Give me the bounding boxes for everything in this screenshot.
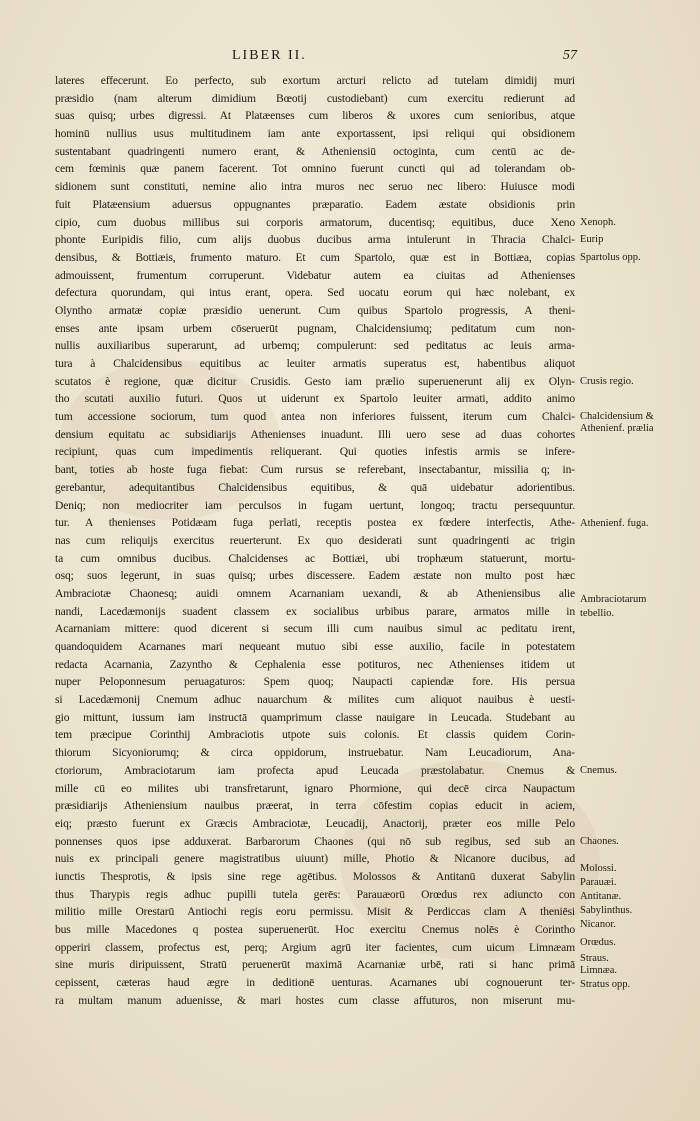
text-line: bant, toties ab hoste fuga fiebat: Cum rursus se referebant, insectabantur, missilia q; in- xyxy=(55,463,575,477)
text-line: osq; suos legerunt, in suas quisq; urbes discessere. Eadem æstate non multo post hæc xyxy=(55,569,575,583)
margin-note: Cnemus. xyxy=(580,765,618,777)
margin-note: Crusis regio. xyxy=(580,375,634,387)
text-line: nuis ex principali genere magistratibus uiuunt) mille, Photio & Nicanore ducibus, ad xyxy=(55,852,575,866)
text-line: gerebantur, adequitantibus Chalcidensibus equitibus, & quā uidebatur adorientibus. xyxy=(55,480,575,494)
text-line: densibus, & Bottiæis, frumento maturo. Et cum Spartolo, quæ est in Bottiæa, copias xyxy=(55,250,575,264)
text-line: ta cum omnibus ducibus. Chalcidenses ac Bottiæi, ubi trophæum statuerunt, mortu- xyxy=(55,551,575,565)
margin-note: Eurip xyxy=(580,234,604,246)
margin-note: Molossi. xyxy=(580,862,617,874)
margin-note: Antitanæ. xyxy=(580,890,622,902)
text-line: si Lacedæmonij Cnemum adhuc nauarchum & milites cum aliquot nauibus è uesti- xyxy=(55,693,575,707)
text-line: recipiunt, quas cum impedimentis reliquerant. Qui quoties infestis armis se infere- xyxy=(55,445,575,459)
text-line: militio mille Orestarū Antiochi regis eoru permissu. Misit & Perdiccas clam A theniēsi xyxy=(55,905,575,919)
text-line: hominū nullius usus multitudinem iam ante exportassent, ipsi reliqui qui obsidionem xyxy=(55,127,575,141)
text-line: Olyntho armatæ copiæ præsidio uenerunt. Cum quibus Spartolo progressis, A theni- xyxy=(55,303,575,317)
text-line: tho scutati auxilio futuri. Quos ut uiderunt ex Spartolo leuiter armati, addito animo xyxy=(55,392,575,406)
text-line: tem præcipue Corinthij Ambraciotis utpote suis colonis. Et classis quidem Corin- xyxy=(55,728,575,742)
text-line: iunctis Thesprotis, & ipsis sine rege agētibus. Molossos & Antitanū duxerat Sabylin xyxy=(55,869,575,883)
text-line: Ambraciotæ Chaonesq; auidi omnem Acarnaniam uexandi, & ab Atheniensibus alie xyxy=(55,586,575,600)
margin-note: Ambraciotarum xyxy=(580,593,647,605)
text-line: cipio, cum duobus millibus sui corporis armatorum, ducentisq; equitibus, duce Xeno xyxy=(55,215,575,229)
text-line: tura à Chalcidensibus equitibus ac leuiter armatis superatus est, habentibus aliquot xyxy=(55,357,575,370)
text-line: Acarnaniam mittere: quod dicerent si secum illi cum nauibus simul ac peditatu irent, xyxy=(55,622,575,636)
text-line: præsidio (nam alterum dimidium Bœotij custodiebant) cum exercitu redierunt ad xyxy=(55,91,575,105)
text-line: ponnenses quos ipse adduxerat. Barbarorum Chaones (qui nō sub regibus, sed sub an xyxy=(55,834,575,848)
margin-note: Athenienf. fuga. xyxy=(580,517,649,529)
margin-note: Limnæa. xyxy=(580,965,618,977)
margin-note: Sabylinthus. xyxy=(580,905,633,917)
text-line: thiorum Sicyoniorumq; & circa oppidorum, instruebatur. Nam Leucadiorum, Ana- xyxy=(55,746,575,760)
margin-note: Nicanor. xyxy=(580,919,616,931)
text-line: eiq; præsto fuerunt ex Græcis Ambraciotæ, Leucadij, Anactorij, præter eos mille Pelo xyxy=(55,816,575,830)
margin-note: Chaones. xyxy=(580,836,619,848)
text-line: phonte Euripidis filio, cum alijs duobus ducibus arma intulerunt in Thracia Chalci- xyxy=(55,233,575,247)
text-line: lateres effecerunt. Eo perfecto, sub exortum arcturi relicto ad tutelam dimidij muri xyxy=(55,74,575,87)
margin-note: Xenoph. xyxy=(580,216,616,228)
text-line: scutatos è regione, quæ dicitur Crusidis. Gesto iam prælio superuenerunt alij ex Olyn- xyxy=(55,374,575,388)
text-line: suas quisq; urbes digressi. At Platæenses cum liberos & uxores cum senioribus, atque xyxy=(55,109,575,123)
text-line: quandoquidem Acarnanes mari nequeant mutuo sibi esse auxilio, facile in potestatem xyxy=(55,640,575,653)
text-line: opperiri classem, profectus est, perq; Argium agrū iter facientes, cum uicum Limnæam xyxy=(55,940,575,954)
text-line: sine muris diripuissent, Stratū peruenerūt maximā Acarnaniæ urbē, rati si hanc primā xyxy=(55,958,575,972)
text-line: nas cum reliquijs exercitus reuerterunt. Ex quo desiderati sunt quadringenti ac trigin xyxy=(55,533,575,547)
margin-note: Orœdus. xyxy=(580,936,616,948)
text-line: thus Tharypis regis adhuc pupilli tutela gerēs: Parauæorū Orœdus rex adiuncto con xyxy=(55,887,575,901)
text-line: nullis auxiliaribus superarunt, ad urbemq; compulerunt: sed peditatus ac leuis arma- xyxy=(55,339,575,353)
text-line: nandi, Lacedæmonijs suadent classem ex socialibus urbibus parare, armatos mille in xyxy=(55,604,575,618)
text-line: præsidiarijs Atheniensium nauibus præerat, in terra cōfestim copias educit in aciem, xyxy=(55,799,575,813)
text-line: Deniq; non mediocriter iam perculsos in fugam uertunt, longoq; tractu persequuntur. xyxy=(55,498,575,512)
margin-note: tebellio. xyxy=(580,607,615,619)
text-line: cem fœminis quæ panem facerent. Tot omnino fuerunt cuncti qui ad tolerandam ob- xyxy=(55,162,575,176)
text-line: densium equitatu ac subsidiarijs Athenienses inuadunt. Illi uero sese ad duas cohortes xyxy=(55,427,575,441)
text-line: fuit Platæensium aduersus oppugnantes præparatio. Eadem æstate obsidionis prin xyxy=(55,197,575,211)
text-line: gio mittunt, iussum iam instructā quamprimum classe nauigare in Leucada. Studebant au xyxy=(55,710,575,724)
margin-note: Straus. xyxy=(580,952,609,964)
text-line: defectura quorundam, qui intus erant, opera. Sed uocatu eorum qui hæc nolebant, ex xyxy=(55,286,575,300)
margin-note: Chalcidensium & xyxy=(580,411,654,423)
text-line: redacta Acarnania, Zazyntho & Cephalenia esse potituros, nec Athenienses itidem ut xyxy=(55,657,575,671)
text-line: tum accessione sociorum, tum quod antea non inferiores fuissent, iterum cum Chalci- xyxy=(55,410,575,424)
text-line: enses ante ipsam urbem cōseruerūt pugnam, Chalcidensiumq; peditatum cum non- xyxy=(55,321,575,335)
text-line: sustentabant quadringenti numero erant, & Atheniensiū octoginta, cum centū ac de- xyxy=(55,144,575,158)
text-line: cepissent, cæteras haud ægre in deditionē uenturas. Acarnanes ubi cognouerunt ter- xyxy=(55,976,575,990)
main-text-block xyxy=(55,72,575,1009)
margin-note: Spartolus opp. xyxy=(580,252,641,263)
text-line: ctoriorum, Ambraciotarum iam profecta apud Leucada præstolabatur. Cnemus & xyxy=(55,763,575,777)
text-line: mille cū eo milites ubi transfretarunt, ignaro Phormione, qui decē circa Naupactum xyxy=(55,781,575,795)
page-header xyxy=(0,48,700,68)
margin-note: Athenienf. prælia xyxy=(580,422,654,434)
text-line: admouissent, frumentum corruperunt. Videbatur autem ea ciuitas ad Athenienses xyxy=(55,268,575,282)
text-line: nuper Peloponnesum peruagaturos: Spem quoq; Naupacti capiendæ fore. His persua xyxy=(55,675,575,689)
text-line: ra multam manum aduenisse, & mari hostes cum classe affuturos, non miserunt mu- xyxy=(55,993,575,1007)
text-line: tur. A thenienses Potidæam fuga perlati, receptis postea ex fœdere interfectis, Athe- xyxy=(55,516,575,530)
text-line: sidionem sunt constituti, nemine alio intra muros nec seruo nec libero: Huiusce modi xyxy=(55,180,575,194)
margin-note: Stratus opp. xyxy=(580,979,631,991)
running-head: LIBER II. xyxy=(232,48,307,63)
margin-note: Parauæi. xyxy=(580,876,617,888)
text-line: bus mille Macedones q postea superuenerūt. Hoc exercitu Cnemus nolēs è Corintho xyxy=(55,923,575,936)
page-number: 57 xyxy=(563,48,577,63)
